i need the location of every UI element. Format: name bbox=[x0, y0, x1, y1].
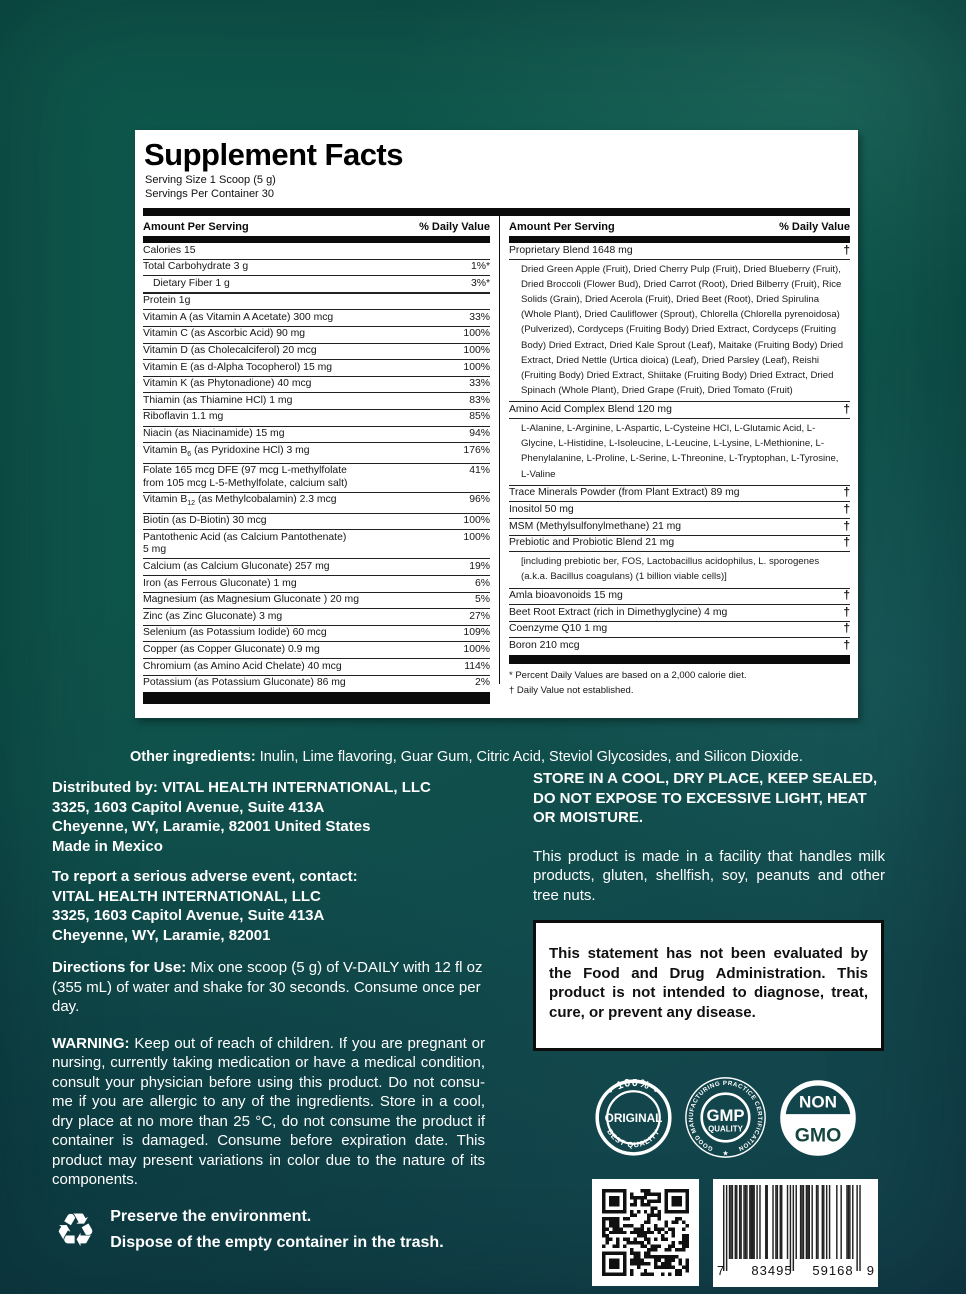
daily-value-dagger: † bbox=[843, 501, 850, 516]
left-info-column bbox=[52, 778, 485, 1190]
nutrient-row bbox=[143, 442, 490, 463]
blend-ingredients: L-Alanine, L-Arginine, L-Aspartic, L-Cysteine HCl, L-Glutamic Acid, L-Glycine, L-Histidine, L-Isoleucine, L-Leucine, L-Lysine, L-Methionine, L-Phenylalanine, L-Proline, L-Serine, L-Threonine, L-Tryptophan, L-Tyrosine, L-Valine bbox=[509, 418, 850, 485]
daily-value: 19% bbox=[469, 560, 490, 572]
dv-header: % Daily Value bbox=[419, 221, 490, 233]
original-quality-badge-icon bbox=[595, 1079, 672, 1156]
daily-value-dagger: † bbox=[843, 621, 850, 636]
divider-bar bbox=[509, 655, 850, 664]
nutrient-name: Thiamin (as Thiamine HCl) 1 mg bbox=[143, 394, 293, 406]
nutrient-row bbox=[143, 625, 490, 642]
made-in: Made in Mexico bbox=[52, 837, 163, 855]
daily-value: 5% bbox=[474, 594, 490, 606]
nutrient-name-line: Folate 165 mcg DFE (97 mcg L-methylfolate bbox=[143, 465, 347, 477]
nutrient-row bbox=[143, 492, 490, 513]
daily-value: 41% bbox=[469, 465, 490, 477]
qr-code bbox=[592, 1179, 699, 1286]
daily-value: 3%* bbox=[470, 277, 490, 289]
barcode-digit: 9 bbox=[866, 1262, 875, 1278]
nutrient-name-part: (as Methylcobalamin) 2.3 mcg bbox=[195, 494, 337, 506]
divider-bar bbox=[143, 692, 490, 704]
nutrient-name: Calories 15 bbox=[143, 244, 196, 256]
distributed-line: 3325, 1603 Capitol Avenue, Suite 413A bbox=[52, 798, 325, 816]
supplement-facts-panel bbox=[135, 130, 858, 718]
blend-name: Inositol 50 mg bbox=[509, 503, 574, 515]
nutrient-name: Vitamin E (as d-Alpha Tocopherol) 15 mg bbox=[143, 361, 333, 373]
blend-name: Amla bioavonoids 15 mg bbox=[509, 590, 623, 602]
daily-value: 114% bbox=[464, 660, 490, 672]
daily-value: 94% bbox=[469, 428, 490, 440]
fda-disclaimer-box: This statement has not been evaluated by the Food and Drug Administration. This product is not intended to diagnose, treat, cure, or prevent any disease. bbox=[533, 920, 884, 1051]
nutrient-name bbox=[143, 532, 352, 557]
nutrient-name: Vitamin D (as Cholecalciferol) 20 mcg bbox=[143, 345, 317, 357]
barcode bbox=[713, 1179, 878, 1287]
badge-middle-text: GMP bbox=[706, 1106, 745, 1126]
nutrient-name-part: Vitamin B bbox=[143, 494, 188, 506]
daily-value-dagger: † bbox=[843, 485, 850, 500]
blend-row bbox=[509, 604, 850, 621]
blend-name: Prebiotic and Probiotic Blend 21 mg bbox=[509, 537, 675, 549]
non-gmo-badge-icon bbox=[779, 1079, 857, 1157]
directions-label: Directions for Use: bbox=[52, 959, 187, 976]
badge-bottom-text: BEST QUALITY bbox=[605, 1127, 662, 1150]
warning-text: Keep out of reach of children. If you are pregnant or nursing, currently taking medication or have a medical condition, consult your physician before using this product. Do not consu-me if you are allergic to any of the ingredients. Store in a cool, dry place at no more than 25 °C, do not consume the product if container is damaged. Consume before expiration date. This product may present variations in color due to the nature of its components. bbox=[52, 1034, 485, 1188]
blend-name: Amino Acid Complex Blend 120 mg bbox=[509, 403, 672, 415]
daily-value: 100% bbox=[463, 328, 490, 340]
blend-row bbox=[509, 535, 850, 552]
badges-row bbox=[595, 1077, 885, 1158]
daily-value: 109% bbox=[463, 627, 490, 639]
distributed-line: Cheyenne, WY, Laramie, 82001 United States bbox=[52, 818, 371, 835]
daily-value: 2% bbox=[474, 677, 490, 689]
daily-value: 100% bbox=[463, 345, 490, 357]
other-ingredients-label: Other ingredients: bbox=[130, 748, 256, 765]
nutrient-row bbox=[143, 608, 490, 625]
blend-ingredients: [including prebiotic ber, FOS, Lactobacillus acidophilus, L. sporogenes (a.k.a. Bacillus coagulans) (1 billion viable cells)] bbox=[509, 551, 850, 587]
panel-title: Supplement Facts bbox=[144, 137, 403, 172]
nutrient-row bbox=[143, 275, 490, 292]
blend-row bbox=[509, 518, 850, 535]
adverse-line: VITAL HEALTH INTERNATIONAL, LLC bbox=[52, 887, 321, 905]
blend-name: Beet Root Extract (rich in Dimethyglycine) 4 mg bbox=[509, 606, 728, 618]
nutrient-name: Niacin (as Niacinamide) 15 mg bbox=[143, 428, 285, 440]
nutrient-row bbox=[143, 326, 490, 343]
allergen-statement: This product is made in a facility that handles milk products, gluten, shellfish, soy, peanuts and other tree nuts. bbox=[533, 847, 885, 904]
recycle-icon: ♻ bbox=[55, 1203, 97, 1257]
daily-value: 1%* bbox=[470, 261, 490, 273]
daily-value-dagger: † bbox=[843, 604, 850, 619]
barcode-digit: 7 bbox=[717, 1262, 726, 1278]
nutrient-name: Biotin (as D-Biotin) 30 mcg bbox=[143, 515, 267, 527]
badge-ring-text: GOOD MANUFACTURING PRACTICE CERTIFICATION bbox=[687, 1079, 764, 1153]
right-info-column bbox=[533, 769, 885, 1287]
nutrient-name: Potassium (as Potassium Gluconate) 86 mg bbox=[143, 677, 346, 689]
blend-row bbox=[509, 485, 850, 502]
blend-row bbox=[509, 621, 850, 638]
adverse-line: 3325, 1603 Capitol Avenue, Suite 413A bbox=[52, 907, 325, 924]
nutrient-name bbox=[143, 465, 353, 490]
badge-bottom-text: GMO bbox=[794, 1123, 842, 1146]
nutrient-row bbox=[143, 259, 490, 276]
nutrient-row bbox=[143, 558, 490, 575]
facts-columns bbox=[143, 216, 850, 696]
facts-column-right bbox=[499, 216, 850, 696]
nutrient-name: Selenium (as Potassium Iodide) 60 mcg bbox=[143, 627, 327, 639]
nutrient-name: Zinc (as Zinc Gluconate) 3 mg bbox=[143, 610, 283, 622]
blend-name: Trace Minerals Powder (from Plant Extract) 89 mg bbox=[509, 487, 740, 499]
nutrient-row bbox=[143, 343, 490, 360]
badge-sub-text: QUALITY bbox=[708, 1124, 743, 1134]
nutrient-name-part: Vitamin B bbox=[143, 444, 188, 456]
nutrient-row bbox=[143, 292, 490, 310]
other-ingredients bbox=[130, 748, 875, 767]
subscript: 12 bbox=[187, 500, 196, 508]
nutrient-name: Total Carbohydrate 3 g bbox=[143, 261, 249, 273]
directions-text: Mix one scoop (5 g) of V-DAILY with 12 fl oz (355 mL) of water and shake for 30 seconds. Consume once per day. bbox=[52, 959, 483, 1015]
serving-size: Serving Size 1 Scoop (5 g) bbox=[145, 174, 276, 186]
daily-value-dagger: † bbox=[843, 242, 850, 257]
nutrient-name-line: Pantothenic Acid (as Calcium Pantothenate) bbox=[143, 531, 347, 543]
blend-name: Proprietary Blend 1648 mg bbox=[509, 244, 633, 256]
nutrient-row bbox=[143, 592, 490, 609]
badge-top-text: NON bbox=[799, 1091, 837, 1111]
barcode-digit-group: 59168 bbox=[812, 1262, 854, 1278]
facts-column-left bbox=[143, 216, 499, 689]
gmp-quality-badge-icon bbox=[685, 1077, 766, 1158]
environment-line: Dispose of the empty container in the trash. bbox=[110, 1234, 444, 1251]
other-ingredients-text: Inulin, Lime flavoring, Guar Gum, Citric Acid, Steviol Glycosides, and Silicon Dioxide. bbox=[259, 748, 803, 765]
blend-row bbox=[509, 501, 850, 518]
daily-value: 100% bbox=[463, 643, 490, 655]
daily-value: 100% bbox=[463, 531, 490, 543]
column-header bbox=[143, 216, 490, 236]
distributed-block bbox=[52, 778, 485, 856]
svg-text:• 100% • bbox=[606, 1079, 662, 1097]
daily-value: 100% bbox=[463, 515, 490, 527]
adverse-event-block bbox=[52, 867, 485, 945]
blend-name: Coenzyme Q10 1 mg bbox=[509, 623, 608, 635]
nutrient-row bbox=[143, 392, 490, 409]
blend-name: Boron 210 mcg bbox=[509, 639, 580, 651]
blend-row bbox=[509, 243, 850, 259]
nutrient-row bbox=[143, 243, 490, 259]
nutrient-name: Copper (as Copper Gluconate) 0.9 mg bbox=[143, 643, 320, 655]
blend-row bbox=[509, 637, 850, 654]
warning-label: WARNING: bbox=[52, 1034, 130, 1052]
nutrient-name-line: from 105 mcg L-5-Methylfolate, calcium salt) bbox=[143, 477, 348, 489]
qr-code-pattern bbox=[602, 1189, 689, 1276]
daily-value: 33% bbox=[469, 311, 490, 323]
nutrient-row bbox=[143, 675, 490, 692]
amount-header: Amount Per Serving bbox=[509, 221, 615, 233]
daily-value: 6% bbox=[474, 577, 490, 589]
daily-value: 85% bbox=[469, 411, 490, 423]
nutrient-row bbox=[143, 658, 490, 675]
warning-block bbox=[52, 1034, 485, 1190]
daily-value-dagger: † bbox=[843, 518, 850, 533]
nutrient-row bbox=[143, 463, 490, 492]
servings-per-container: Servings Per Container 30 bbox=[145, 188, 275, 200]
badge-middle-text: ORIGINAL bbox=[604, 1110, 663, 1125]
nutrient-row bbox=[143, 529, 490, 558]
blend-row bbox=[509, 588, 850, 605]
daily-value: 176% bbox=[463, 444, 490, 456]
nutrient-row bbox=[143, 309, 490, 326]
daily-value: 100% bbox=[463, 361, 490, 373]
nutrient-row bbox=[143, 575, 490, 592]
nutrient-name: Calcium (as Calcium Gluconate) 257 mg bbox=[143, 560, 330, 572]
divider-bar bbox=[509, 236, 850, 243]
daily-value: 83% bbox=[469, 394, 490, 406]
nutrient-name-line: 5 mg bbox=[143, 544, 167, 556]
nutrient-name: Vitamin K (as Phytonadione) 40 mcg bbox=[143, 378, 312, 390]
environment-line: Preserve the environment. bbox=[110, 1208, 312, 1225]
daily-value-dagger: † bbox=[843, 588, 850, 603]
nutrient-name: Chromium (as Amino Acid Chelate) 40 mcg bbox=[143, 660, 342, 672]
badge-star: ★ bbox=[722, 1150, 729, 1158]
directions-block bbox=[52, 958, 485, 1017]
subscript: 6 bbox=[187, 450, 192, 458]
nutrient-row bbox=[143, 376, 490, 393]
footnote-percent: * Percent Daily Values are based on a 2,000 calorie diet. bbox=[509, 669, 747, 681]
adverse-line: Cheyenne, WY, Laramie, 82001 bbox=[52, 926, 271, 944]
barcode-digit-group: 83495 bbox=[751, 1262, 793, 1278]
dv-header: % Daily Value bbox=[779, 221, 850, 233]
environment-footer bbox=[55, 1202, 444, 1258]
nutrient-name: Iron (as Ferrous Gluconate) 1 mg bbox=[143, 577, 297, 589]
daily-value: 96% bbox=[469, 494, 490, 506]
nutrient-name bbox=[143, 445, 316, 462]
nutrient-name: Riboflavin 1.1 mg bbox=[143, 411, 224, 423]
nutrient-name: Vitamin A (as Vitamin A Acetate) 300 mcg bbox=[143, 311, 334, 323]
nutrient-row bbox=[143, 409, 490, 426]
divider-bar bbox=[143, 236, 490, 243]
nutrient-row bbox=[143, 641, 490, 658]
column-header bbox=[509, 216, 850, 236]
nutrient-name: Dietary Fiber 1 g bbox=[153, 277, 230, 289]
badge-top-text: • 100% • bbox=[605, 1079, 662, 1098]
distributed-line: Distributed by: VITAL HEALTH INTERNATIONAL, LLC bbox=[52, 779, 431, 796]
adverse-line: To report a serious adverse event, contact: bbox=[52, 868, 358, 885]
footnote-dagger: † Daily Value not established. bbox=[509, 684, 634, 696]
daily-value-dagger: † bbox=[843, 401, 850, 416]
storage-instructions: STORE IN A COOL, DRY PLACE, KEEP SEALED, DO NOT EXPOSE TO EXCESSIVE LIGHT, HEAT OR MOISTURE. bbox=[533, 770, 878, 826]
amount-header: Amount Per Serving bbox=[143, 221, 249, 233]
nutrient-name: Vitamin C (as Ascorbic Acid) 90 mg bbox=[143, 328, 306, 340]
codes-row bbox=[592, 1179, 885, 1287]
divider-bar bbox=[143, 208, 850, 216]
blend-ingredients: Dried Green Apple (Fruit), Dried Cherry Pulp (Fruit), Dried Blueberry (Fruit), Dried Broccoli (Flower Bud), Dried Carrot (Root), Dried Bilberry (Fruit), Rice Solids (Grain), Dried Acerola (Fruit), Dried Beet (Root), Dried Spirulina (Whole Plant), Dried Cauliflower (Sprout), Chlorella (Chlorella pyrenoidosa) (Pulverized), Cordyceps (Fruiting Body) Dried Extract, Cordyceps (Fruiting Body) Dried Extract, Dried Kale Sprout (Leaf), Maitake (Fruiting Body) Dried Extract, Dried Nettle (Urtica dioica) (Leaf), Dried Parsley (Leaf), Reishi (Fruiting Body) Dried Extract, Shiitake (Fruiting Body) Dried Extract, Dried Spinach (Whole Plant), Dried Grape (Fruit), Dried Tomato (Fruit) bbox=[509, 259, 850, 402]
nutrient-name: Magnesium (as Magnesium Gluconate ) 20 mg bbox=[143, 594, 359, 606]
blend-name: MSM (Methylsulfonylmethane) 21 mg bbox=[509, 520, 682, 532]
nutrient-row bbox=[143, 426, 490, 443]
blend-row bbox=[509, 401, 850, 418]
daily-value-dagger: † bbox=[843, 535, 850, 550]
nutrient-row bbox=[143, 513, 490, 530]
nutrient-name-part: (as Pyridoxine HCl) 3 mg bbox=[191, 444, 310, 456]
daily-value: 33% bbox=[469, 378, 490, 390]
daily-value: 27% bbox=[469, 610, 490, 622]
environment-text bbox=[110, 1204, 443, 1256]
nutrient-row bbox=[143, 359, 490, 376]
daily-value-dagger: † bbox=[843, 637, 850, 652]
nutrient-name: Protein 1g bbox=[143, 295, 191, 307]
nutrient-name bbox=[143, 494, 343, 511]
